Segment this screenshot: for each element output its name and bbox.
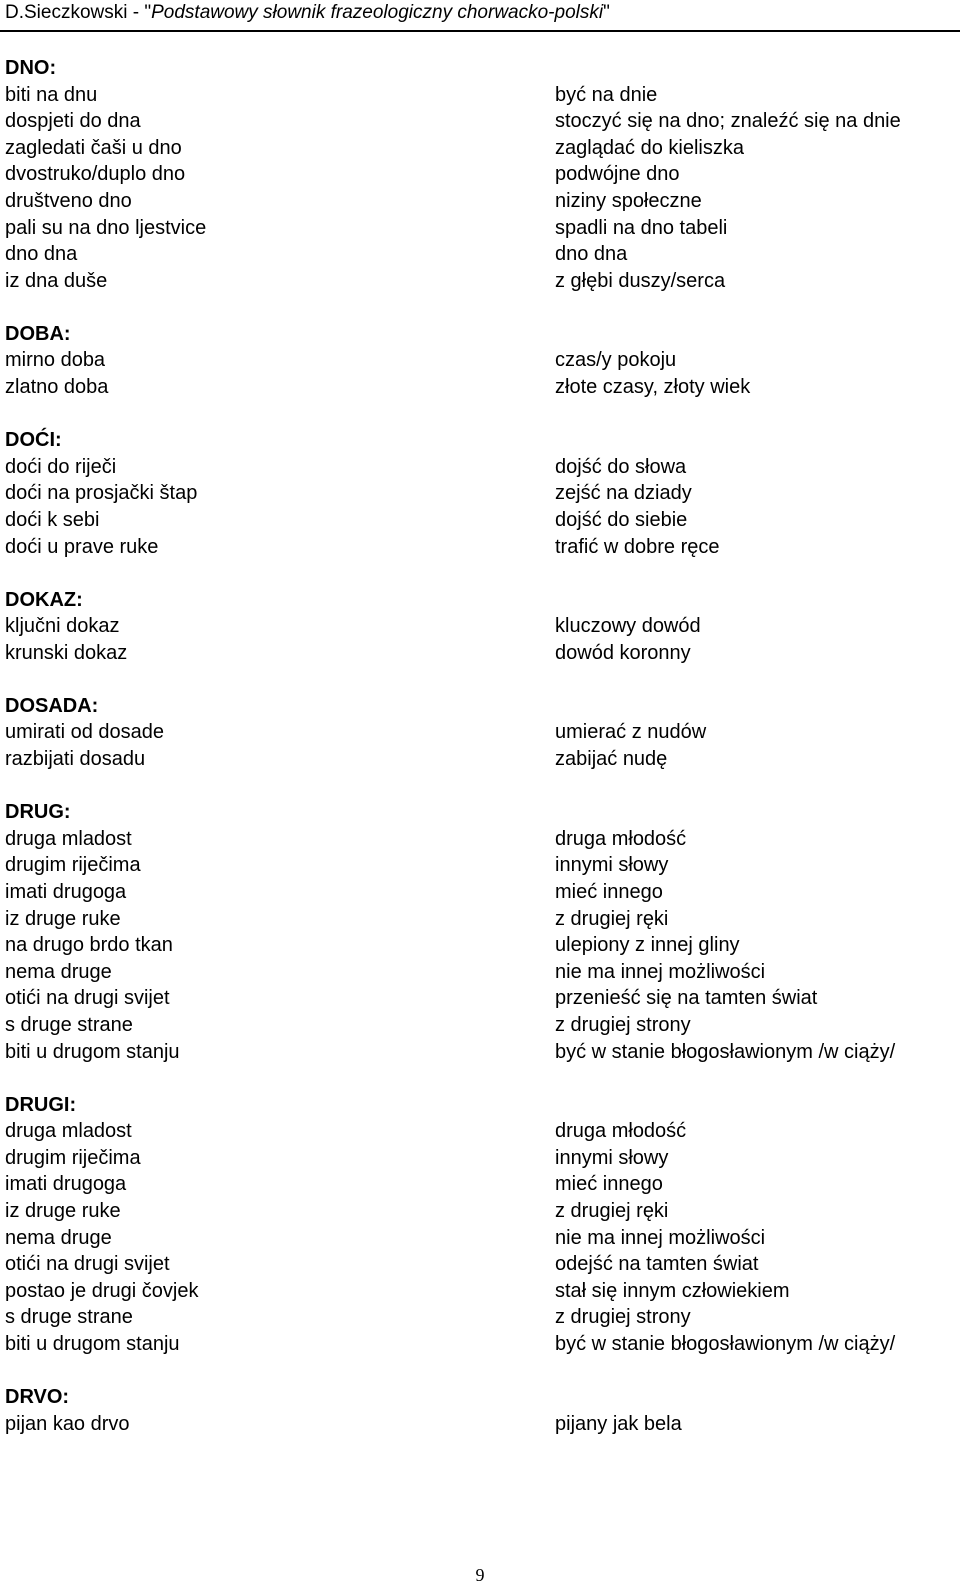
croatian-phrase: doći u prave ruke [5,535,159,558]
croatian-phrase: biti na dnu [5,83,98,106]
polish-translation: z drugiej strony [555,1013,691,1036]
phrase-row [0,135,960,162]
croatian-phrase: iz dna duše [5,269,108,292]
polish-translation: nie ma innej możliwości [555,1226,766,1249]
croatian-phrase: dospjeti do dna [5,110,141,133]
polish-translation: z głębi duszy/serca [555,269,726,292]
polish-translation: mieć innego [555,1173,663,1196]
phrase-row [0,640,960,667]
polish-translation: innymi słowy [555,1146,669,1169]
dictionary-title: Podstawowy słownik frazeologiczny chorwacko-polski [151,2,604,23]
croatian-phrase: iz druge ruke [5,1199,121,1222]
croatian-phrase: drugim riječima [5,1146,141,1169]
polish-translation: trafić w dobre ręce [555,535,720,558]
phrase-row [0,879,960,906]
dictionary-entry [0,427,960,560]
phrase-row [0,826,960,853]
phrase-row [0,852,960,879]
polish-translation: czas/y pokoju [555,349,677,372]
polish-translation: kluczowy dowód [555,615,701,638]
croatian-phrase: na drugo brdo tkan [5,934,173,957]
croatian-phrase: krunski dokaz [5,641,128,664]
croatian-phrase: drugim riječima [5,854,141,877]
polish-translation: innymi słowy [555,854,669,877]
polish-translation: pijany jak bela [555,1412,682,1435]
croatian-phrase: ključni dokaz [5,615,120,638]
croatian-phrase: nema druge [5,1226,112,1249]
dictionary-entry [0,321,960,401]
phrase-row [0,932,960,959]
phrase-row [0,534,960,561]
header-rule [0,30,960,32]
entry-headword: DRUG: [5,801,71,824]
phrase-row [0,746,960,773]
croatian-phrase: biti u drugom stanju [5,1332,180,1355]
croatian-phrase: umirati od dosade [5,721,164,744]
croatian-phrase: doći do riječi [5,455,117,478]
polish-translation: dowód koronny [555,641,691,664]
croatian-phrase: druga mladost [5,827,132,850]
polish-translation: stał się innym człowiekiem [555,1279,790,1302]
polish-translation: nie ma innej możliwości [555,960,766,983]
dictionary-entries [0,55,960,1464]
polish-translation: dojść do słowa [555,455,687,478]
phrase-row [0,82,960,109]
polish-translation: umierać z nudów [555,721,707,744]
phrase-row [0,613,960,640]
phrase-row [0,1225,960,1252]
phrase-row [0,1411,960,1438]
croatian-phrase: razbijati dosadu [5,748,146,771]
phrase-row [0,1198,960,1225]
polish-translation: niziny społeczne [555,189,702,212]
croatian-phrase: doći k sebi [5,508,100,531]
croatian-phrase: dvostruko/duplo dno [5,163,186,186]
croatian-phrase: iz druge ruke [5,907,121,930]
polish-translation: z drugiej strony [555,1306,691,1329]
polish-translation: z drugiej ręki [555,907,669,930]
phrase-row [0,241,960,268]
phrase-row [0,161,960,188]
polish-translation: spadli na dno tabeli [555,216,728,239]
phrase-row [0,188,960,215]
croatian-phrase: pijan kao drvo [5,1412,130,1435]
croatian-phrase: postao je drugi čovjek [5,1279,199,1302]
polish-translation: zaglądać do kieliszka [555,136,744,159]
polish-translation: mieć innego [555,880,663,903]
phrase-row [0,454,960,481]
polish-translation: ulepiony z innej gliny [555,934,740,957]
phrase-row [0,959,960,986]
dictionary-entry [0,1092,960,1358]
phrase-row [0,480,960,507]
croatian-phrase: društveno dno [5,189,132,212]
croatian-phrase: zlatno doba [5,376,109,399]
polish-translation: druga młodość [555,1120,687,1143]
phrase-row [0,906,960,933]
phrase-row [0,1171,960,1198]
phrase-row [0,268,960,295]
phrase-row [0,347,960,374]
entry-headword: DOBA: [5,322,71,345]
phrase-row [0,1331,960,1358]
croatian-phrase: imati drugoga [5,1173,127,1196]
dictionary-entry [0,799,960,1065]
entry-headword: DOKAZ: [5,588,83,611]
dictionary-entry [0,693,960,773]
polish-translation: dojść do siebie [555,508,688,531]
croatian-phrase: dno dna [5,243,78,266]
header-suffix: " [603,2,610,23]
phrase-row [0,1251,960,1278]
phrase-row [0,374,960,401]
phrase-row [0,719,960,746]
polish-translation: być w stanie błogosławionym /w ciąży/ [555,1040,896,1063]
croatian-phrase: imati drugoga [5,880,127,903]
phrase-row [0,108,960,135]
polish-translation: podwójne dno [555,163,680,186]
polish-translation: przenieść się na tamten świat [555,987,818,1010]
polish-translation: odejść na tamten świat [555,1253,759,1276]
croatian-phrase: doći na prosjački štap [5,482,198,505]
croatian-phrase: druga mladost [5,1120,132,1143]
polish-translation: z drugiej ręki [555,1199,669,1222]
croatian-phrase: nema druge [5,960,112,983]
entry-headword: DNO: [5,57,57,79]
phrase-row [0,215,960,242]
dictionary-entry [0,55,960,294]
polish-translation: druga młodość [555,827,687,850]
croatian-phrase: pali su na dno ljestvice [5,216,207,239]
croatian-phrase: mirno doba [5,349,106,372]
croatian-phrase: otići na drugi svijet [5,1253,170,1276]
phrase-row [0,1145,960,1172]
polish-translation: zabijać nudę [555,748,668,771]
polish-translation: stoczyć się na dno; znaleźć się na dnie [555,110,901,133]
entry-headword: DRUGI: [5,1093,77,1116]
header-prefix: D.Sieczkowski - " [5,2,152,23]
phrase-row [0,1039,960,1066]
dictionary-entry [0,587,960,667]
phrase-row [0,507,960,534]
croatian-phrase: zagledati čaši u dno [5,136,182,159]
polish-translation: być na dnie [555,83,658,106]
phrase-row [0,1304,960,1331]
phrase-row [0,985,960,1012]
phrase-row [0,1118,960,1145]
dictionary-entry [0,1384,960,1437]
page-number: 9 [475,1565,485,1585]
croatian-phrase: otići na drugi svijet [5,987,170,1010]
page-header [5,2,610,24]
croatian-phrase: s druge strane [5,1306,133,1329]
polish-translation: złote czasy, złoty wiek [555,376,751,399]
croatian-phrase: biti u drugom stanju [5,1040,180,1063]
entry-headword: DOĆI: [5,429,62,452]
entry-headword: DOSADA: [5,694,99,717]
entry-headword: DRVO: [5,1386,70,1409]
polish-translation: zejść na dziady [555,482,692,505]
polish-translation: być w stanie błogosławionym /w ciąży/ [555,1332,896,1355]
polish-translation: dno dna [555,243,628,266]
phrase-row [0,1012,960,1039]
phrase-row [0,1278,960,1305]
croatian-phrase: s druge strane [5,1013,133,1036]
